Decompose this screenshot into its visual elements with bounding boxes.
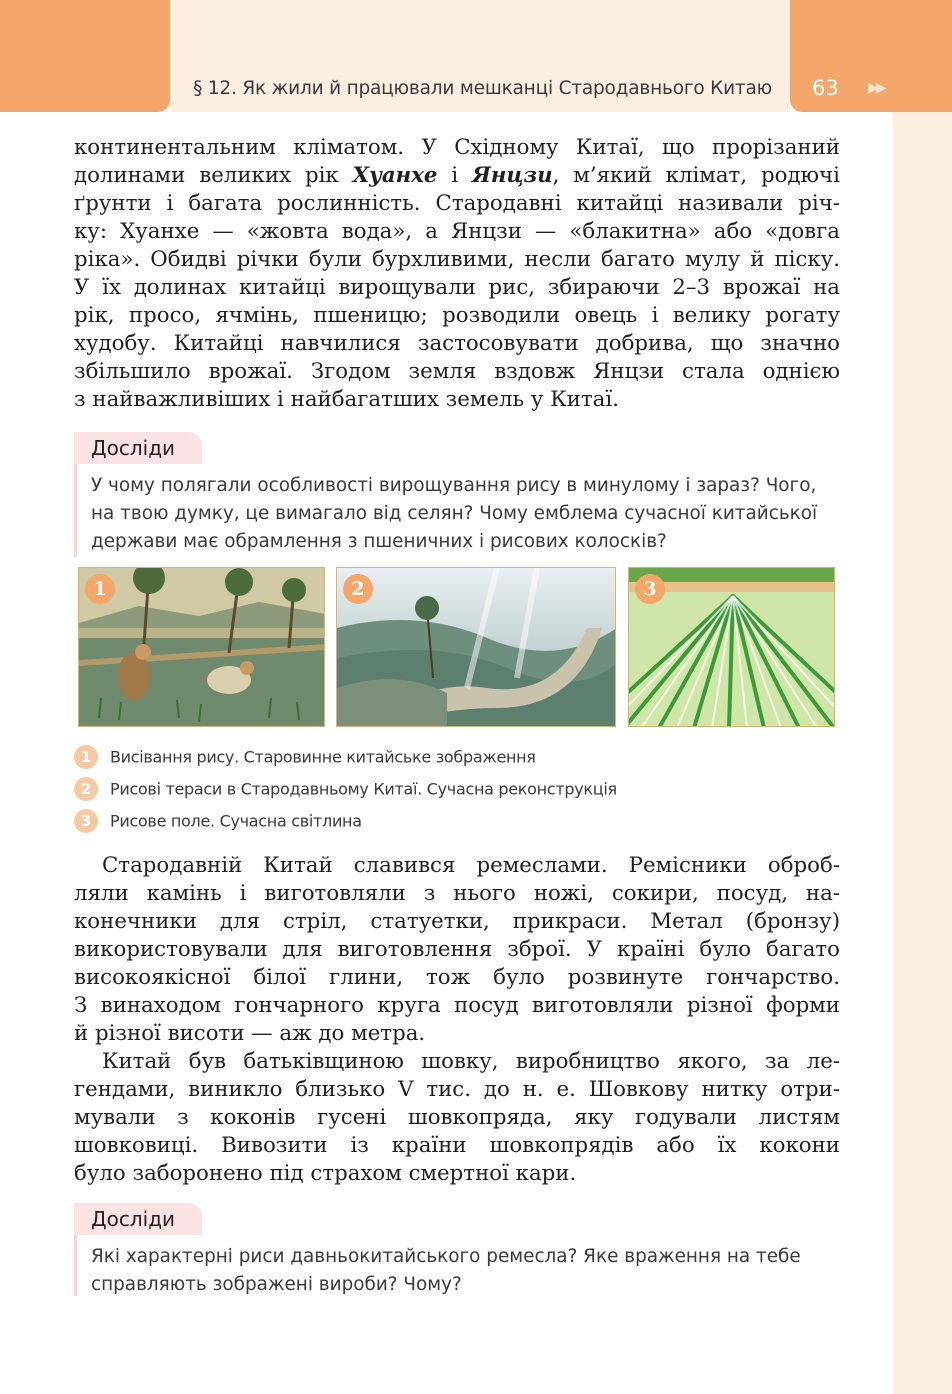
caption-1 [74, 745, 536, 769]
box-accent-bar [74, 1233, 77, 1296]
text-line: мували з коконів гусені шовкопряда, яку годували листям [74, 1105, 840, 1130]
text-line: використовували для виготовлення зброї. У країні було багато [74, 937, 840, 962]
page-margin-tint [893, 112, 952, 1394]
caption-number: 3 [74, 809, 98, 833]
header-tab-left [0, 0, 170, 112]
double-chevron-right-icon[interactable]: ▶▶ [868, 80, 884, 96]
caption-text: Висівання рису. Старовинне китайське зображення [110, 747, 536, 767]
text-line: ріка». Обидві річки були бурхливими, несли багато мулу й піску. [74, 247, 840, 272]
text-line: континентальним кліматом. У Східному Китаї, що прорізаний [74, 135, 840, 160]
caption-3 [74, 809, 362, 833]
text-line: гендами, виникло близько V тис. до н. е. Шовкову нитку отри- [74, 1077, 840, 1102]
image-number-badge: 3 [635, 574, 665, 604]
text-line: з найважливіших і найбагатших земель у Китаї. [74, 387, 619, 412]
text-line: У чому полягали особливості вирощування рису в минулому і зараз? Чого, [91, 475, 817, 496]
text-line: З винаходом гончарного круга посуд виготовляли різної форми [74, 993, 840, 1018]
image-number-badge: 1 [85, 574, 115, 604]
research-box-2 [74, 1203, 844, 1298]
text-line: У їх долинах китайці вирощували рис, збираючи 2–3 врожаї на [74, 275, 840, 300]
caption-2 [74, 777, 617, 801]
text-line: Які характерні риси давньокитайського ремесла? Яке враження на тебе [91, 1246, 801, 1267]
text-line: справляють зображені вироби? Чому? [91, 1274, 462, 1295]
text-line: збільшило врожаї. Згодом земля вздовж Янцзи стала однією [74, 359, 840, 384]
caption-text: Рисове поле. Сучасна світлина [110, 811, 362, 831]
text-line: ґрунти і багата рослинність. Стародавні китайці називали річ- [74, 191, 840, 216]
caption-number: 1 [74, 745, 98, 769]
text-line: Стародавній Китай славився ремеслами. Ремісники оброб- [102, 853, 840, 878]
text-line: конечники для стріл, статуетки, прикраси. Метал (бронзу) [74, 909, 840, 934]
photo-rice-field [628, 567, 835, 727]
text-line: й різної висоти — аж до метра. [74, 1021, 426, 1046]
chapter-title: § 12. Як жили й працювали мешканці Стародавнього Китаю [193, 78, 772, 99]
term-huanghe: Хуанхе [352, 163, 438, 188]
photo-rice-terraces [336, 567, 616, 727]
box-accent-bar [74, 462, 77, 557]
text-line: держави має обрамлення з пшеничних і рисових колосків? [91, 531, 667, 552]
text-line: на твою думку, це вимагало від селян? Чому емблема сучасної китайської [91, 503, 818, 524]
paragraph-silk [74, 1048, 840, 1188]
research-box-1 [74, 432, 844, 557]
photo-rice-sowing [78, 567, 325, 727]
text-line: долинами великих рік Хуанхе і Янцзи, м’який клімат, родючі [74, 163, 840, 188]
text-line: рік, просо, ячмінь, пшеницю; розводили овець і велику рогату [74, 303, 840, 328]
text-line: шовковиці. Вивозити із країни шовкопрядів або їх кокони [74, 1133, 840, 1158]
term-yangtze: Янцзи [472, 163, 553, 188]
research-questions [91, 472, 841, 556]
research-questions [91, 1243, 841, 1299]
caption-number: 2 [74, 777, 98, 801]
text-line: високоякісної білої глини, тож було розвинуте гончарство. [74, 965, 840, 990]
text-line: було заборонено під страхом смертної кари. [74, 1161, 577, 1186]
research-label: Дослiди [74, 432, 202, 464]
paragraph-crafts [74, 852, 840, 1048]
text-line: Китай був батьківщиною шовку, виробництво якого, за ле- [102, 1049, 840, 1074]
research-label: Дослiди [74, 1203, 202, 1235]
text-line: ляли камінь і виготовляли з нього ножі, сокири, посуд, на- [74, 881, 840, 906]
caption-text: Рисові тераси в Стародавньому Китаї. Сучасна реконструкція [110, 779, 617, 799]
text-line: ку: Хуанхе — «жовта вода», а Янцзи — «блакитна» або «довга [74, 219, 840, 244]
text-line: худобу. Китайці навчилися застосовувати добрива, що значно [74, 331, 840, 356]
paragraph-climate [74, 134, 840, 414]
page-number: 63 [812, 76, 839, 100]
image-number-badge: 2 [343, 574, 373, 604]
